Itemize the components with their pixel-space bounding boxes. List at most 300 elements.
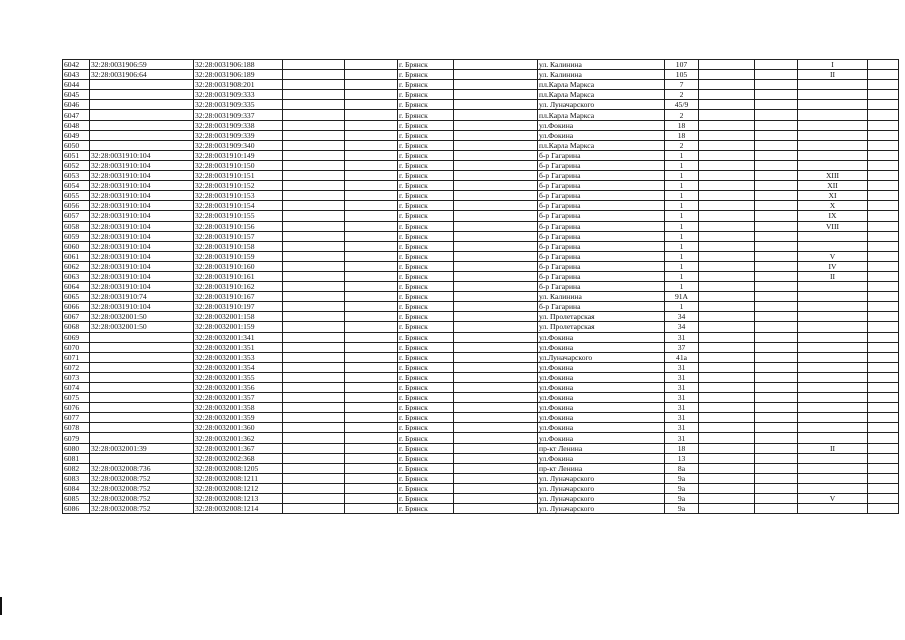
row-number: 6071: [63, 352, 90, 362]
row-number: 6063: [63, 271, 90, 281]
row-number: 6075: [63, 393, 90, 403]
street: пл.Карла Маркса: [538, 80, 665, 90]
empty-cell: [868, 201, 899, 211]
cadastral-number: 32:28:0032008:1211: [194, 473, 283, 483]
parent-cadastral-number: 32:28:0032008:736: [90, 463, 194, 473]
city: г. Брянск: [398, 302, 454, 312]
cadastral-number: 32:28:0032001:362: [194, 433, 283, 443]
empty-cell: [283, 292, 345, 302]
empty-cell: [454, 312, 538, 322]
empty-cell: [699, 372, 755, 382]
street: ул.Фокина: [538, 372, 665, 382]
cadastral-number: 32:28:0032008:1213: [194, 494, 283, 504]
empty-cell: [755, 90, 798, 100]
row-number: 6044: [63, 80, 90, 90]
premises-number: IV: [798, 261, 868, 271]
row-number: 6066: [63, 302, 90, 312]
empty-cell: [345, 211, 398, 221]
cadastral-number: 32:28:0031910:149: [194, 150, 283, 160]
empty-cell: [868, 160, 899, 170]
empty-cell: [283, 302, 345, 312]
empty-cell: [283, 282, 345, 292]
parent-cadastral-number: 32:28:0031910:104: [90, 241, 194, 251]
cadastral-number: 32:28:0031910:161: [194, 271, 283, 281]
empty-cell: [868, 332, 899, 342]
empty-cell: [454, 211, 538, 221]
table-row: [63, 413, 899, 423]
empty-cell: [755, 403, 798, 413]
premises-number: [798, 463, 868, 473]
premises-number: [798, 362, 868, 372]
cadastral-number: 32:28:0031910:158: [194, 241, 283, 251]
empty-cell: [755, 372, 798, 382]
parent-cadastral-number: 32:28:0031910:104: [90, 191, 194, 201]
empty-cell: [345, 342, 398, 352]
empty-cell: [345, 292, 398, 302]
cadastral-number: 32:28:0032001:341: [194, 332, 283, 342]
empty-cell: [283, 271, 345, 281]
empty-cell: [755, 393, 798, 403]
empty-cell: [345, 473, 398, 483]
empty-cell: [454, 231, 538, 241]
table-row: [63, 302, 899, 312]
street: ул. Луначарского: [538, 494, 665, 504]
table-row: [63, 453, 899, 463]
street: б-р Гагарина: [538, 181, 665, 191]
empty-cell: [345, 201, 398, 211]
empty-cell: [868, 483, 899, 493]
table-row: [63, 292, 899, 302]
empty-cell: [699, 292, 755, 302]
empty-cell: [283, 453, 345, 463]
empty-cell: [868, 473, 899, 483]
table-row: [63, 221, 899, 231]
premises-number: [798, 302, 868, 312]
row-number: 6072: [63, 362, 90, 372]
empty-cell: [755, 181, 798, 191]
row-number: 6085: [63, 494, 90, 504]
house-number: 13: [665, 453, 699, 463]
house-number: 1: [665, 211, 699, 221]
house-number: 31: [665, 372, 699, 382]
city: г. Брянск: [398, 443, 454, 453]
row-number: 6076: [63, 403, 90, 413]
row-number: 6078: [63, 423, 90, 433]
parent-cadastral-number: 32:28:0031910:104: [90, 251, 194, 261]
city: г. Брянск: [398, 221, 454, 231]
premises-number: [798, 130, 868, 140]
premises-number: [798, 241, 868, 251]
empty-cell: [454, 201, 538, 211]
empty-cell: [868, 241, 899, 251]
empty-cell: [283, 261, 345, 271]
empty-cell: [868, 292, 899, 302]
empty-cell: [699, 312, 755, 322]
empty-cell: [454, 453, 538, 463]
empty-cell: [699, 231, 755, 241]
empty-cell: [699, 241, 755, 251]
street: пл.Карла Маркса: [538, 90, 665, 100]
table-row: [63, 150, 899, 160]
empty-cell: [454, 302, 538, 312]
empty-cell: [868, 171, 899, 181]
city: г. Брянск: [398, 130, 454, 140]
empty-cell: [454, 433, 538, 443]
house-number: 1: [665, 191, 699, 201]
house-number: 1: [665, 271, 699, 281]
cadastral-number: 32:28:0032001:356: [194, 383, 283, 393]
empty-cell: [345, 181, 398, 191]
table-row: [63, 110, 899, 120]
city: г. Брянск: [398, 181, 454, 191]
empty-cell: [699, 201, 755, 211]
city: г. Брянск: [398, 100, 454, 110]
street: ул.Фокина: [538, 453, 665, 463]
table-row: [63, 362, 899, 372]
empty-cell: [345, 463, 398, 473]
parent-cadastral-number: [90, 332, 194, 342]
house-number: 1: [665, 251, 699, 261]
parent-cadastral-number: 32:28:0032008:752: [90, 473, 194, 483]
empty-cell: [454, 332, 538, 342]
table-row: [63, 423, 899, 433]
empty-cell: [699, 120, 755, 130]
table-row: [63, 383, 899, 393]
empty-cell: [868, 413, 899, 423]
row-number: 6079: [63, 433, 90, 443]
street: ул. Луначарского: [538, 504, 665, 514]
premises-number: [798, 483, 868, 493]
empty-cell: [699, 211, 755, 221]
empty-cell: [755, 100, 798, 110]
street: б-р Гагарина: [538, 271, 665, 281]
cadastral-number: 32:28:0031906:188: [194, 60, 283, 70]
empty-cell: [345, 453, 398, 463]
empty-cell: [345, 70, 398, 80]
table-row: [63, 120, 899, 130]
row-number: 6043: [63, 70, 90, 80]
city: г. Брянск: [398, 282, 454, 292]
row-number: 6046: [63, 100, 90, 110]
premises-number: [798, 150, 868, 160]
cadastral-number: 32:28:0032008:1214: [194, 504, 283, 514]
premises-number: [798, 383, 868, 393]
city: г. Брянск: [398, 251, 454, 261]
empty-cell: [283, 90, 345, 100]
house-number: 45/9: [665, 100, 699, 110]
street: ул.Фокина: [538, 403, 665, 413]
parent-cadastral-number: 32:28:0031906:64: [90, 70, 194, 80]
premises-number: XI: [798, 191, 868, 201]
premises-number: [798, 413, 868, 423]
row-number: 6058: [63, 221, 90, 231]
empty-cell: [868, 393, 899, 403]
empty-cell: [699, 221, 755, 231]
street: б-р Гагарина: [538, 261, 665, 271]
table-row: [63, 80, 899, 90]
empty-cell: [345, 393, 398, 403]
empty-cell: [699, 100, 755, 110]
row-number: 6055: [63, 191, 90, 201]
premises-number: [798, 473, 868, 483]
empty-cell: [868, 342, 899, 352]
table-row: [63, 201, 899, 211]
row-number: 6086: [63, 504, 90, 514]
empty-cell: [755, 413, 798, 423]
empty-cell: [755, 261, 798, 271]
empty-cell: [699, 181, 755, 191]
cadastral-number: 32:28:0031910:153: [194, 191, 283, 201]
cadastral-number: 32:28:0032002:368: [194, 453, 283, 463]
row-number: 6045: [63, 90, 90, 100]
premises-number: [798, 120, 868, 130]
city: г. Брянск: [398, 110, 454, 120]
empty-cell: [454, 292, 538, 302]
premises-number: II: [798, 271, 868, 281]
empty-cell: [454, 403, 538, 413]
empty-cell: [699, 483, 755, 493]
city: г. Брянск: [398, 372, 454, 382]
empty-cell: [755, 443, 798, 453]
empty-cell: [345, 140, 398, 150]
empty-cell: [283, 362, 345, 372]
empty-cell: [454, 150, 538, 160]
table-row: [63, 60, 899, 70]
empty-cell: [454, 251, 538, 261]
empty-cell: [345, 332, 398, 342]
empty-cell: [454, 504, 538, 514]
city: г. Брянск: [398, 312, 454, 322]
empty-cell: [283, 383, 345, 393]
empty-cell: [283, 463, 345, 473]
house-number: 9а: [665, 504, 699, 514]
empty-cell: [868, 352, 899, 362]
premises-number: XIII: [798, 171, 868, 181]
city: г. Брянск: [398, 423, 454, 433]
empty-cell: [699, 150, 755, 160]
table-row: [63, 433, 899, 443]
empty-cell: [755, 201, 798, 211]
street: пр-кт Ленина: [538, 443, 665, 453]
city: г. Брянск: [398, 271, 454, 281]
empty-cell: [454, 271, 538, 281]
table-row: [63, 211, 899, 221]
cadastral-number: 32:28:0031910:160: [194, 261, 283, 271]
empty-cell: [345, 372, 398, 382]
street: б-р Гагарина: [538, 282, 665, 292]
city: г. Брянск: [398, 494, 454, 504]
parent-cadastral-number: [90, 130, 194, 140]
row-number: 6084: [63, 483, 90, 493]
table-row: [63, 251, 899, 261]
empty-cell: [699, 403, 755, 413]
empty-cell: [699, 494, 755, 504]
street: ул. Пролетарская: [538, 322, 665, 332]
empty-cell: [755, 271, 798, 281]
cadastral-number: 32:28:0032001:367: [194, 443, 283, 453]
street: ул. Луначарского: [538, 483, 665, 493]
street: б-р Гагарина: [538, 171, 665, 181]
row-number: 6054: [63, 181, 90, 191]
empty-cell: [283, 60, 345, 70]
empty-cell: [755, 171, 798, 181]
house-number: 1: [665, 302, 699, 312]
table-row: [63, 312, 899, 322]
empty-cell: [454, 463, 538, 473]
empty-cell: [345, 494, 398, 504]
empty-cell: [755, 60, 798, 70]
premises-number: IX: [798, 211, 868, 221]
empty-cell: [283, 433, 345, 443]
empty-cell: [345, 483, 398, 493]
table-row: [63, 171, 899, 181]
table-row: [63, 473, 899, 483]
empty-cell: [345, 271, 398, 281]
row-number: 6069: [63, 332, 90, 342]
empty-cell: [868, 191, 899, 201]
property-table: [62, 59, 899, 514]
house-number: 31: [665, 403, 699, 413]
city: г. Брянск: [398, 231, 454, 241]
empty-cell: [283, 201, 345, 211]
empty-cell: [755, 130, 798, 140]
house-number: 1: [665, 261, 699, 271]
parent-cadastral-number: [90, 100, 194, 110]
house-number: 2: [665, 140, 699, 150]
parent-cadastral-number: [90, 433, 194, 443]
empty-cell: [345, 403, 398, 413]
house-number: 1: [665, 150, 699, 160]
empty-cell: [755, 494, 798, 504]
empty-cell: [699, 433, 755, 443]
house-number: 1: [665, 231, 699, 241]
empty-cell: [755, 191, 798, 201]
empty-cell: [868, 453, 899, 463]
premises-number: [798, 332, 868, 342]
cadastral-number: 32:28:0031909:340: [194, 140, 283, 150]
house-number: 1: [665, 241, 699, 251]
house-number: 8а: [665, 463, 699, 473]
empty-cell: [755, 221, 798, 231]
empty-cell: [755, 342, 798, 352]
empty-cell: [283, 150, 345, 160]
premises-number: [798, 140, 868, 150]
empty-cell: [868, 443, 899, 453]
empty-cell: [699, 423, 755, 433]
table-row: [63, 494, 899, 504]
empty-cell: [868, 120, 899, 130]
empty-cell: [699, 473, 755, 483]
empty-cell: [755, 463, 798, 473]
city: г. Брянск: [398, 342, 454, 352]
street: ул.Фокина: [538, 383, 665, 393]
city: г. Брянск: [398, 453, 454, 463]
house-number: 31: [665, 362, 699, 372]
empty-cell: [755, 211, 798, 221]
premises-number: [798, 110, 868, 120]
cadastral-number: 32:28:0031908:201: [194, 80, 283, 90]
house-number: 105: [665, 70, 699, 80]
house-number: 34: [665, 322, 699, 332]
row-number: 6077: [63, 413, 90, 423]
city: г. Брянск: [398, 383, 454, 393]
table-row: [63, 100, 899, 110]
empty-cell: [283, 251, 345, 261]
empty-cell: [345, 90, 398, 100]
empty-cell: [283, 312, 345, 322]
city: г. Брянск: [398, 261, 454, 271]
empty-cell: [868, 282, 899, 292]
table-row: [63, 322, 899, 332]
row-number: 6082: [63, 463, 90, 473]
parent-cadastral-number: 32:28:0031910:74: [90, 292, 194, 302]
empty-cell: [454, 241, 538, 251]
parent-cadastral-number: [90, 110, 194, 120]
premises-number: [798, 342, 868, 352]
empty-cell: [283, 191, 345, 201]
row-number: 6064: [63, 282, 90, 292]
cadastral-number: 32:28:0032001:355: [194, 372, 283, 382]
empty-cell: [454, 342, 538, 352]
empty-cell: [868, 271, 899, 281]
empty-cell: [283, 403, 345, 413]
empty-cell: [755, 352, 798, 362]
empty-cell: [755, 140, 798, 150]
house-number: 1: [665, 221, 699, 231]
empty-cell: [345, 352, 398, 362]
empty-cell: [755, 160, 798, 170]
empty-cell: [699, 130, 755, 140]
premises-number: II: [798, 443, 868, 453]
street: б-р Гагарина: [538, 251, 665, 261]
parent-cadastral-number: [90, 80, 194, 90]
empty-cell: [283, 130, 345, 140]
house-number: 37: [665, 342, 699, 352]
cadastral-number: 32:28:0031910:155: [194, 211, 283, 221]
empty-cell: [454, 181, 538, 191]
empty-cell: [454, 90, 538, 100]
empty-cell: [868, 494, 899, 504]
empty-cell: [454, 383, 538, 393]
cadastral-number: 32:28:0031910:150: [194, 160, 283, 170]
city: г. Брянск: [398, 403, 454, 413]
empty-cell: [345, 60, 398, 70]
empty-cell: [868, 423, 899, 433]
empty-cell: [454, 413, 538, 423]
street: ул. Луначарского: [538, 100, 665, 110]
empty-cell: [283, 181, 345, 191]
empty-cell: [345, 80, 398, 90]
empty-cell: [699, 271, 755, 281]
empty-cell: [454, 443, 538, 453]
premises-number: [798, 352, 868, 362]
empty-cell: [699, 60, 755, 70]
city: г. Брянск: [398, 160, 454, 170]
house-number: 1: [665, 160, 699, 170]
row-number: 6081: [63, 453, 90, 463]
empty-cell: [454, 393, 538, 403]
empty-cell: [868, 403, 899, 413]
table-row: [63, 483, 899, 493]
premises-number: [798, 292, 868, 302]
empty-cell: [345, 443, 398, 453]
empty-cell: [345, 282, 398, 292]
empty-cell: [283, 100, 345, 110]
empty-cell: [283, 80, 345, 90]
parent-cadastral-number: 32:28:0031910:104: [90, 271, 194, 281]
house-number: 41а: [665, 352, 699, 362]
parent-cadastral-number: [90, 352, 194, 362]
